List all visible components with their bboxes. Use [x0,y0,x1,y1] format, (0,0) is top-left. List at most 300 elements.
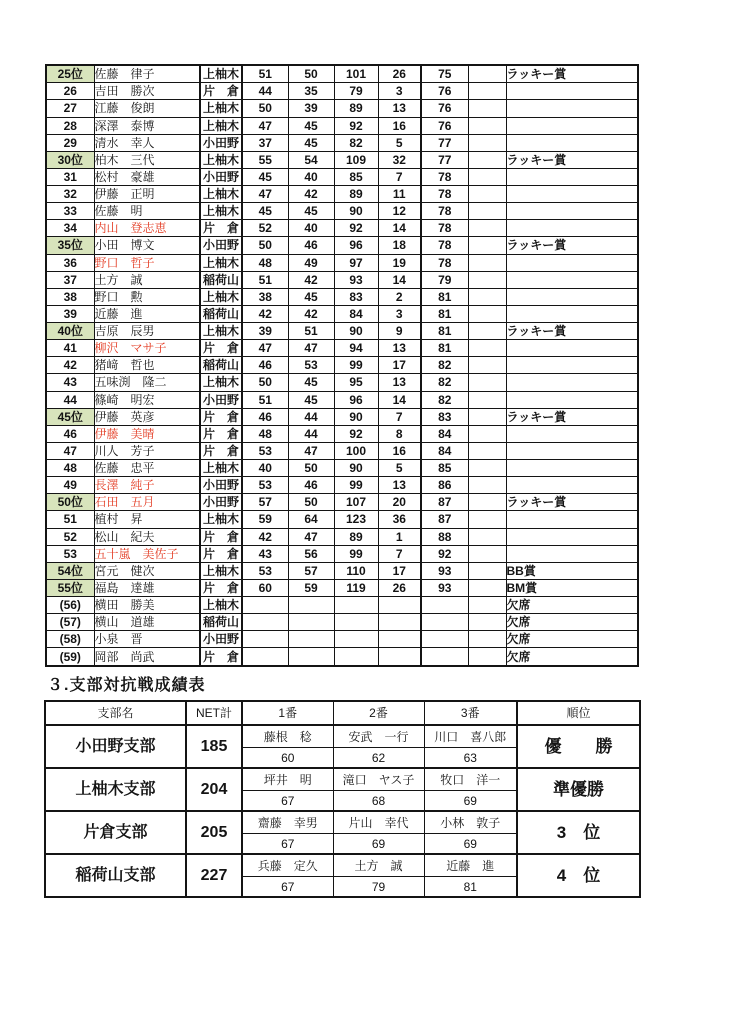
header-player-2: 2番 [333,701,424,725]
spare-cell [468,425,506,442]
gross-cell: 89 [334,100,378,117]
gross-cell: 92 [334,117,378,134]
result-row [46,477,638,494]
name-cell: 佐藤 明 [94,203,200,220]
rank-cell: (57) [46,614,94,631]
prize-cell [506,288,638,305]
spare-cell [468,203,506,220]
player-name-cell: 川口 喜八郎 [424,725,517,748]
rank-cell: 54位 [46,562,94,579]
net-cell: 76 [421,117,468,134]
hcp-cell: 32 [378,151,421,168]
score2-cell: 46 [288,477,334,494]
score2-cell: 59 [288,579,334,596]
gross-cell: 95 [334,374,378,391]
score2-cell: 47 [288,442,334,459]
player-score-cell: 69 [424,791,517,812]
team-row [45,854,640,877]
net-cell: 82 [421,357,468,374]
rank-cell: 37 [46,271,94,288]
player-name-cell: 小林 敦子 [424,811,517,834]
score2-cell: 50 [288,460,334,477]
prize-cell [506,374,638,391]
gross-cell: 99 [334,357,378,374]
net-cell: 84 [421,425,468,442]
player-score-cell: 67 [242,834,333,855]
club-cell: 稲荷山 [200,357,242,374]
net-cell: 78 [421,254,468,271]
prize-cell [506,528,638,545]
hcp-cell: 12 [378,203,421,220]
score1-cell: 43 [242,545,288,562]
score1-cell [242,614,288,631]
club-cell: 片 倉 [200,408,242,425]
score2-cell: 40 [288,220,334,237]
team-net-cell: 205 [186,811,242,854]
gross-cell: 90 [334,203,378,220]
prize-cell [506,340,638,357]
result-row [46,305,638,322]
rank-cell: 43 [46,374,94,391]
team-net-cell: 227 [186,854,242,897]
player-score-cell: 60 [242,748,333,769]
club-cell: 片 倉 [200,528,242,545]
score1-cell: 44 [242,83,288,100]
prize-cell: ラッキー賞 [506,151,638,168]
hcp-cell: 5 [378,460,421,477]
name-cell: 小田 博文 [94,237,200,254]
player-score-cell: 68 [333,791,424,812]
score1-cell: 46 [242,408,288,425]
result-row [46,562,638,579]
spare-cell [468,340,506,357]
score2-cell: 53 [288,357,334,374]
team-row [45,768,640,791]
name-cell: 伊藤 正明 [94,186,200,203]
spare-cell [468,442,506,459]
spare-cell [468,597,506,614]
gross-cell: 83 [334,288,378,305]
team-name-cell: 片倉支部 [45,811,186,854]
prize-cell [506,545,638,562]
rank-cell: 27 [46,100,94,117]
player-name-cell: 滝口 ヤス子 [333,768,424,791]
result-row [46,648,638,666]
hcp-cell: 9 [378,323,421,340]
player-score-cell: 63 [424,748,517,769]
club-cell: 上柚木 [200,374,242,391]
score2-cell: 49 [288,254,334,271]
name-cell: 伊藤 美晴 [94,425,200,442]
gross-cell: 85 [334,168,378,185]
hcp-cell: 17 [378,357,421,374]
score1-cell: 53 [242,477,288,494]
spare-cell [468,65,506,83]
rank-cell: 39 [46,305,94,322]
prize-cell: ラッキー賞 [506,408,638,425]
score1-cell: 48 [242,254,288,271]
result-row [46,237,638,254]
spare-cell [468,237,506,254]
score2-cell: 54 [288,151,334,168]
result-row [46,203,638,220]
spare-cell [468,83,506,100]
gross-cell: 92 [334,425,378,442]
result-row [46,408,638,425]
prize-cell [506,271,638,288]
score1-cell: 42 [242,305,288,322]
net-cell: 81 [421,340,468,357]
rank-cell: 30位 [46,151,94,168]
result-row [46,220,638,237]
score2-cell: 39 [288,100,334,117]
score1-cell: 50 [242,374,288,391]
score2-cell [288,631,334,648]
result-row [46,425,638,442]
score2-cell: 56 [288,545,334,562]
name-cell: 宮元 健次 [94,562,200,579]
score2-cell: 45 [288,117,334,134]
rank-cell: 47 [46,442,94,459]
score2-cell: 45 [288,134,334,151]
score1-cell: 52 [242,220,288,237]
player-score-cell: 67 [242,877,333,898]
score1-cell: 39 [242,323,288,340]
result-row [46,186,638,203]
score1-cell: 45 [242,168,288,185]
net-cell: 82 [421,391,468,408]
prize-cell: ラッキー賞 [506,494,638,511]
club-cell: 上柚木 [200,151,242,168]
hcp-cell: 13 [378,100,421,117]
hcp-cell: 14 [378,271,421,288]
gross-cell: 92 [334,220,378,237]
hcp-cell: 26 [378,65,421,83]
result-row [46,271,638,288]
score1-cell: 48 [242,425,288,442]
result-row [46,288,638,305]
club-cell: 片 倉 [200,442,242,459]
prize-cell [506,168,638,185]
name-cell: 篠崎 明宏 [94,391,200,408]
score2-cell: 42 [288,305,334,322]
club-cell: 小田野 [200,168,242,185]
net-cell: 93 [421,562,468,579]
score2-cell: 47 [288,528,334,545]
name-cell: 江藤 俊朗 [94,100,200,117]
club-cell: 上柚木 [200,186,242,203]
rank-cell: 33 [46,203,94,220]
rank-cell: 52 [46,528,94,545]
gross-cell: 89 [334,186,378,203]
result-row [46,254,638,271]
name-cell: 伊藤 英彦 [94,408,200,425]
net-cell: 82 [421,374,468,391]
club-cell: 稲荷山 [200,305,242,322]
hcp-cell: 2 [378,288,421,305]
result-row [46,168,638,185]
name-cell: 柏木 三代 [94,151,200,168]
net-cell: 84 [421,442,468,459]
score1-cell [242,597,288,614]
score2-cell: 51 [288,323,334,340]
prize-cell [506,391,638,408]
rank-cell: 51 [46,511,94,528]
gross-cell: 93 [334,271,378,288]
player-name-cell: 兵藤 定久 [242,854,333,877]
club-cell: 片 倉 [200,340,242,357]
gross-cell: 90 [334,408,378,425]
rank-cell: 28 [46,117,94,134]
prize-cell [506,83,638,100]
gross-cell: 94 [334,340,378,357]
name-cell: 川人 芳子 [94,442,200,459]
score1-cell: 40 [242,460,288,477]
net-cell [421,631,468,648]
gross-cell: 99 [334,545,378,562]
hcp-cell: 14 [378,391,421,408]
rank-cell: 26 [46,83,94,100]
gross-cell: 107 [334,494,378,511]
net-cell: 93 [421,579,468,596]
net-cell: 78 [421,203,468,220]
score2-cell: 45 [288,203,334,220]
prize-cell [506,425,638,442]
hcp-cell: 13 [378,374,421,391]
player-name-cell: 藤根 稔 [242,725,333,748]
result-row [46,545,638,562]
rank-cell: 53 [46,545,94,562]
player-name-cell: 齋藤 幸男 [242,811,333,834]
score1-cell: 47 [242,340,288,357]
net-cell: 88 [421,528,468,545]
name-cell: 柳沢 マサ子 [94,340,200,357]
net-cell: 76 [421,83,468,100]
header-branch-name: 支部名 [45,701,186,725]
team-table [44,700,641,898]
spare-cell [468,151,506,168]
player-name-cell: 近藤 進 [424,854,517,877]
name-cell: 内山 登志恵 [94,220,200,237]
club-cell: 片 倉 [200,648,242,666]
prize-cell [506,134,638,151]
score1-cell: 57 [242,494,288,511]
net-cell: 81 [421,305,468,322]
score1-cell: 38 [242,288,288,305]
rank-cell: 45位 [46,408,94,425]
hcp-cell: 1 [378,528,421,545]
hcp-cell: 14 [378,220,421,237]
result-row [46,391,638,408]
prize-cell [506,117,638,134]
hcp-cell: 19 [378,254,421,271]
rank-cell: 25位 [46,65,94,83]
name-cell: 野口 哲子 [94,254,200,271]
hcp-cell: 7 [378,545,421,562]
result-row [46,442,638,459]
club-cell: 小田野 [200,631,242,648]
results-table-body [46,65,638,666]
score2-cell: 35 [288,83,334,100]
score1-cell [242,631,288,648]
score2-cell: 45 [288,374,334,391]
spare-cell [468,117,506,134]
prize-cell [506,203,638,220]
hcp-cell: 16 [378,117,421,134]
name-cell: 五味渕 隆二 [94,374,200,391]
net-cell: 86 [421,477,468,494]
header-net-total: NET計 [186,701,242,725]
name-cell: 岡部 尚武 [94,648,200,666]
gross-cell: 100 [334,442,378,459]
net-cell: 87 [421,511,468,528]
gross-cell: 82 [334,134,378,151]
name-cell: 長澤 純子 [94,477,200,494]
net-cell: 92 [421,545,468,562]
gross-cell [334,614,378,631]
club-cell: 稲荷山 [200,614,242,631]
club-cell: 上柚木 [200,597,242,614]
hcp-cell: 16 [378,442,421,459]
header-player-1: 1番 [242,701,333,725]
net-cell: 87 [421,494,468,511]
score1-cell: 51 [242,271,288,288]
club-cell: 片 倉 [200,545,242,562]
result-row [46,323,638,340]
name-cell: 小泉 晋 [94,631,200,648]
score1-cell: 45 [242,203,288,220]
hcp-cell: 13 [378,477,421,494]
rank-cell: (58) [46,631,94,648]
gross-cell: 119 [334,579,378,596]
net-cell [421,597,468,614]
score1-cell: 46 [242,357,288,374]
club-cell: 片 倉 [200,220,242,237]
hcp-cell [378,614,421,631]
result-row [46,374,638,391]
score2-cell [288,648,334,666]
rank-cell: 49 [46,477,94,494]
net-cell: 75 [421,65,468,83]
prize-cell: ラッキー賞 [506,237,638,254]
spare-cell [468,254,506,271]
rank-cell: 44 [46,391,94,408]
spare-cell [468,134,506,151]
score1-cell: 59 [242,511,288,528]
team-rank-cell: 優 勝 [517,725,640,768]
score2-cell: 64 [288,511,334,528]
spare-cell [468,562,506,579]
score2-cell: 44 [288,425,334,442]
club-cell: 上柚木 [200,203,242,220]
gross-cell: 97 [334,254,378,271]
spare-cell [468,511,506,528]
name-cell: 深澤 泰博 [94,117,200,134]
gross-cell: 89 [334,528,378,545]
score2-cell: 50 [288,494,334,511]
score2-cell: 45 [288,288,334,305]
score1-cell [242,648,288,666]
result-row [46,65,638,83]
header-player-3: 3番 [424,701,517,725]
net-cell: 79 [421,271,468,288]
score1-cell: 53 [242,562,288,579]
rank-cell: (56) [46,597,94,614]
rank-cell: 48 [46,460,94,477]
result-row [46,494,638,511]
spare-cell [468,477,506,494]
name-cell: 松村 豪雄 [94,168,200,185]
rank-cell: 32 [46,186,94,203]
score1-cell: 47 [242,117,288,134]
net-cell [421,648,468,666]
hcp-cell: 17 [378,562,421,579]
player-score-cell: 81 [424,877,517,898]
name-cell: 植村 昇 [94,511,200,528]
player-score-cell: 69 [333,834,424,855]
result-row [46,597,638,614]
net-cell: 78 [421,168,468,185]
hcp-cell: 3 [378,305,421,322]
hcp-cell: 3 [378,83,421,100]
gross-cell: 96 [334,391,378,408]
rank-cell: 35位 [46,237,94,254]
result-row [46,117,638,134]
score2-cell: 57 [288,562,334,579]
spare-cell [468,494,506,511]
result-row [46,151,638,168]
gross-cell: 101 [334,65,378,83]
result-row [46,460,638,477]
spare-cell [468,357,506,374]
name-cell: 野口 勲 [94,288,200,305]
gross-cell: 90 [334,323,378,340]
hcp-cell: 13 [378,340,421,357]
name-cell: 横田 勝美 [94,597,200,614]
hcp-cell: 26 [378,579,421,596]
team-rank-cell: 4 位 [517,854,640,897]
prize-cell: 欠席 [506,614,638,631]
net-cell: 77 [421,151,468,168]
score1-cell: 53 [242,442,288,459]
hcp-cell: 20 [378,494,421,511]
club-cell: 上柚木 [200,100,242,117]
rank-cell: 42 [46,357,94,374]
team-table-body [45,701,640,897]
score1-cell: 50 [242,237,288,254]
hcp-cell: 18 [378,237,421,254]
name-cell: 佐藤 忠平 [94,460,200,477]
score2-cell [288,597,334,614]
results-table [45,64,639,667]
player-score-cell: 67 [242,791,333,812]
spare-cell [468,614,506,631]
score1-cell: 60 [242,579,288,596]
club-cell: 上柚木 [200,562,242,579]
net-cell: 81 [421,323,468,340]
hcp-cell [378,597,421,614]
team-net-cell: 204 [186,768,242,811]
gross-cell: 123 [334,511,378,528]
spare-cell [468,374,506,391]
gross-cell: 79 [334,83,378,100]
score1-cell: 51 [242,391,288,408]
hcp-cell: 5 [378,134,421,151]
score2-cell: 45 [288,391,334,408]
rank-cell: 41 [46,340,94,357]
name-cell: 佐藤 律子 [94,65,200,83]
spare-cell [468,545,506,562]
